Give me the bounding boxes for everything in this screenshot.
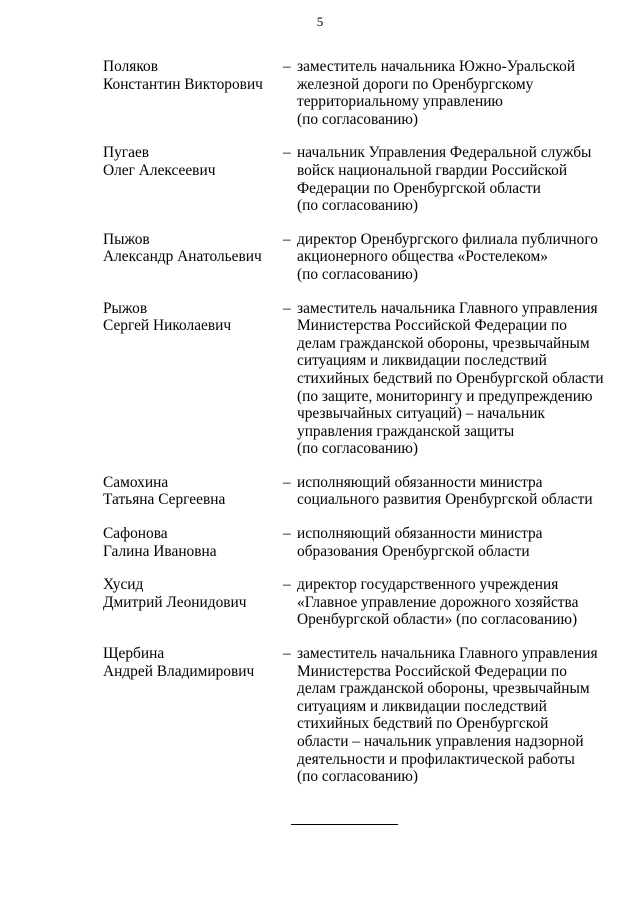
member-position bbox=[297, 300, 611, 458]
position-line: «Главное управление дорожного хозяйства bbox=[297, 593, 579, 611]
position-line: делам гражданской обороны, чрезвычайным bbox=[297, 680, 590, 698]
member-name bbox=[103, 300, 283, 458]
member-name bbox=[103, 525, 283, 560]
position-line: (по согласованию) bbox=[297, 110, 418, 128]
member-given-names: Константин Викторович bbox=[103, 75, 263, 93]
entry-dash: – bbox=[283, 576, 291, 594]
member-given-names: Дмитрий Леонидович bbox=[103, 593, 247, 611]
member-position bbox=[297, 525, 611, 560]
member-position bbox=[297, 144, 611, 214]
member-position bbox=[297, 231, 611, 284]
position-line: директор государственного учреждения bbox=[297, 576, 559, 594]
entry-dash: – bbox=[283, 473, 291, 491]
member-name bbox=[103, 474, 283, 509]
position-line: акционерного общества «Ростелеком» bbox=[297, 248, 548, 266]
member-entry bbox=[0, 645, 640, 786]
position-line: директор Оренбургского филиала публичного bbox=[297, 230, 598, 248]
position-line: (по согласованию) bbox=[297, 265, 418, 283]
position-line: чрезвычайных ситуаций) – начальник bbox=[297, 405, 546, 423]
position-line: территориальному управлению bbox=[297, 93, 503, 111]
position-line: (по согласованию) bbox=[297, 768, 418, 786]
member-surname: Пыжов bbox=[103, 230, 150, 248]
member-given-names: Александр Анатольевич bbox=[103, 248, 262, 266]
member-given-names: Сергей Николаевич bbox=[103, 317, 232, 335]
member-entry bbox=[0, 576, 640, 629]
position-line: Министерства Российской Федерации по bbox=[297, 662, 567, 680]
member-name bbox=[103, 58, 283, 128]
position-line: исполняющий обязанности министра bbox=[297, 525, 543, 543]
entry-dash: – bbox=[283, 230, 291, 248]
member-position bbox=[297, 576, 611, 629]
entry-dash: – bbox=[283, 645, 291, 663]
member-list bbox=[0, 58, 640, 786]
member-entry bbox=[0, 144, 640, 214]
position-line: (по согласованию) bbox=[297, 440, 418, 458]
member-surname: Самохина bbox=[103, 473, 169, 491]
member-entry bbox=[0, 525, 640, 560]
member-given-names: Татьяна Сергеевна bbox=[103, 491, 226, 509]
position-line: заместитель начальника Главного управления bbox=[297, 645, 598, 663]
position-line: ситуациям и ликвидации последствий bbox=[297, 697, 547, 715]
member-entry bbox=[0, 231, 640, 284]
member-surname: Пугаев bbox=[103, 144, 150, 162]
member-name bbox=[103, 144, 283, 214]
member-given-names: Олег Алексеевич bbox=[103, 161, 216, 179]
position-line: исполняющий обязанности министра bbox=[297, 473, 543, 491]
member-name bbox=[103, 645, 283, 786]
member-name bbox=[103, 576, 283, 629]
position-line: железной дороги по Оренбургскому bbox=[297, 75, 534, 93]
position-line: начальник Управления Федеральной службы bbox=[297, 144, 592, 162]
position-line: стихийных бедствий по Оренбургской области bbox=[297, 369, 604, 387]
member-surname: Хусид bbox=[103, 576, 144, 594]
member-position bbox=[297, 58, 611, 128]
position-line: (по защите, мониторингу и предупреждению bbox=[297, 387, 593, 405]
position-line: (по согласованию) bbox=[297, 197, 418, 215]
member-surname: Рыжов bbox=[103, 299, 148, 317]
position-line: образования Оренбургской области bbox=[297, 542, 530, 560]
member-position bbox=[297, 474, 611, 509]
member-surname: Щербина bbox=[103, 645, 165, 663]
member-surname: Сафонова bbox=[103, 525, 168, 543]
position-line: Федерации по Оренбургской области bbox=[297, 179, 541, 197]
entry-dash: – bbox=[283, 525, 291, 543]
position-line: Оренбургской области» (по согласованию) bbox=[297, 611, 578, 629]
position-line: войск национальной гвардии Российской bbox=[297, 161, 568, 179]
member-position bbox=[297, 645, 611, 786]
position-line: заместитель начальника Главного управления bbox=[297, 299, 598, 317]
end-divider bbox=[291, 824, 398, 825]
position-line: делам гражданской обороны, чрезвычайным bbox=[297, 334, 590, 352]
position-line: социального развития Оренбургской области bbox=[297, 491, 593, 509]
member-surname: Поляков bbox=[103, 58, 159, 75]
member-entry bbox=[0, 474, 640, 509]
page-number: 5 bbox=[316, 14, 324, 29]
member-given-names: Андрей Владимирович bbox=[103, 662, 255, 680]
member-name bbox=[103, 231, 283, 284]
position-line: стихийных бедствий по Оренбургской bbox=[297, 715, 549, 733]
entry-dash: – bbox=[283, 58, 291, 75]
position-line: области – начальник управления надзорной bbox=[297, 733, 584, 750]
position-line: управления гражданской защиты bbox=[297, 422, 515, 440]
position-line: ситуациям и ликвидации последствий bbox=[297, 352, 547, 370]
member-entry bbox=[0, 300, 640, 458]
position-line: деятельности и профилактической работы bbox=[297, 750, 575, 768]
entry-dash: – bbox=[283, 144, 291, 162]
entry-dash: – bbox=[283, 299, 291, 317]
position-line: Министерства Российской Федерации по bbox=[297, 317, 567, 335]
position-line: заместитель начальника Южно-Уральской bbox=[297, 58, 576, 75]
member-entry bbox=[0, 58, 640, 128]
member-given-names: Галина Ивановна bbox=[103, 542, 217, 560]
